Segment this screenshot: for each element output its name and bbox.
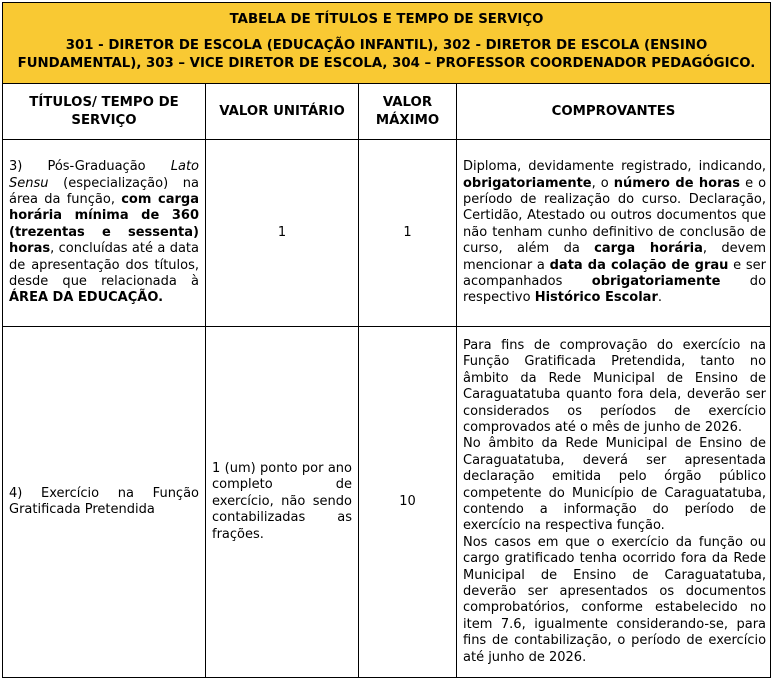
table-title-cell	[3, 3, 771, 84]
table-row	[3, 327, 771, 678]
col-header-comprovantes: COMPROVANTES	[457, 84, 771, 140]
row-titulo: 3) Pós-Graduação Lato Sensu (especialização) na área da função, com carga horária mínima de 360 (trezentas e sessenta) horas, concluídas até a data de apresentação dos títulos, desde que relacionada à ÁREA DA EDUCAÇÃO.	[3, 140, 206, 327]
column-header-row	[3, 84, 771, 140]
col-header-titulos: TÍTULOS/ TEMPO DE SERVIÇO	[3, 84, 206, 140]
comprovante-paragraph: Para fins de comprovação do exercício na Função Gratificada Pretendida, tanto no âmbito da Rede Municipal de Ensino de Caraguatatuba quanto fora dela, deverão ser considerados os períodos de exercício comprovados até o mês de junho de 2026.	[463, 337, 767, 435]
table-row	[3, 140, 771, 327]
positions-list: 301 - DIRETOR DE ESCOLA (EDUCAÇÃO INFANTIL), 302 - DIRETOR DE ESCOLA (ENSINO FUNDAMENTAL), 303 – VICE DIRETOR DE ESCOLA, 304 – PROFESSOR COORDENADOR PEDAGÓGICO.	[17, 38, 756, 71]
row-valor-maximo: 10	[359, 327, 457, 678]
row-valor-unitario: 1 (um) ponto por ano completo de exercício, não sendo contabilizadas as frações.	[206, 327, 359, 678]
row-comprovantes: Diploma, devidamente registrado, indicando, obrigatoriamente, o número de horas e o período de realização do curso. Declaração, Certidão, Atestado ou outros documentos que não tenham cunho definitivo de conclusão de curso, além da carga horária, devem mencionar a data da colação de grau e ser acompanhados obrigatoriamente do respectivo Histórico Escolar.	[457, 140, 771, 327]
row-valor-unitario: 1	[206, 140, 359, 327]
table-title: TABELA DE TÍTULOS E TEMPO DE SERVIÇO	[229, 12, 544, 27]
col-header-valor-maximo: VALOR MÁXIMO	[359, 84, 457, 140]
comprovante-paragraph: No âmbito da Rede Municipal de Ensino de Caraguatatuba, deverá ser apresentada declaração emitida pelo órgão público competente do Município de Caraguatatuba, contendo a informação do período de exercício na respectiva função.	[463, 436, 767, 534]
comprovante-paragraph: Nos casos em que o exercício da função ou cargo gratificado tenha ocorrido fora da Rede Municipal de Ensino de Caraguatatuba, deverão ser apresentados os documentos comprobatórios, conforme estabelecido no item 7.6, igualmente considerando-se, para fins de contabilização, o período de exercício até junho de 2026.	[463, 534, 767, 665]
row-titulo: 4) Exercício na Função Gratificada Pretendida	[3, 327, 206, 678]
score-table	[2, 2, 771, 678]
col-header-valor-unitario: VALOR UNITÁRIO	[206, 84, 359, 140]
table-header-row	[3, 3, 771, 84]
row-valor-maximo: 1	[359, 140, 457, 327]
row-comprovantes	[457, 327, 771, 678]
